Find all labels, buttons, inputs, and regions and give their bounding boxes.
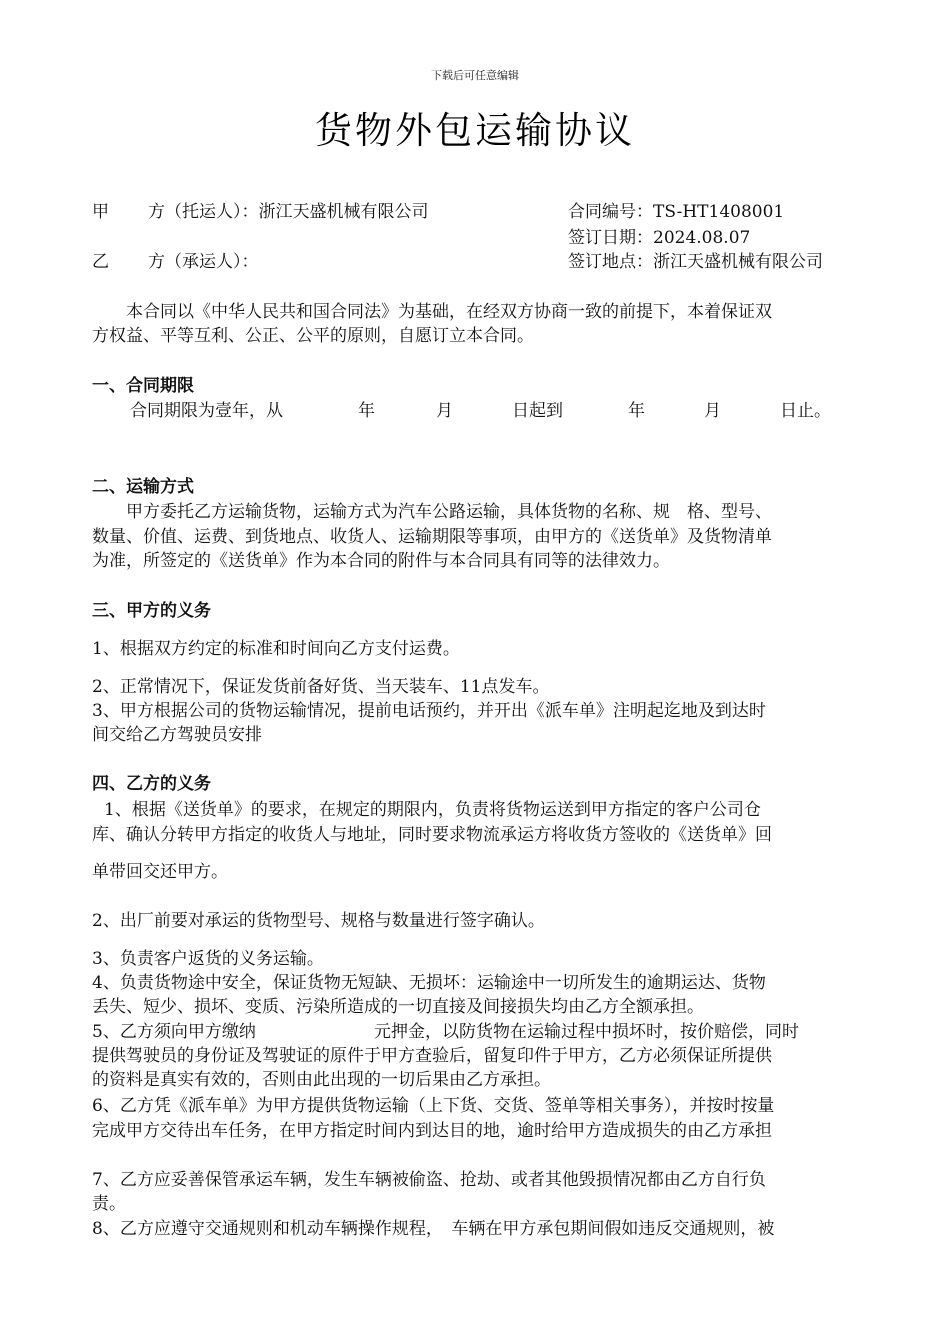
transport-line: 为准，所签定的《送货单》作为本合同的附件与本合同具有同等的法律效力。: [92, 551, 670, 571]
intro-line: 本合同以《中华人民共和国合同法》为基础，在经双方协商一致的前提下，本着保证双: [126, 302, 772, 322]
party-b-duty-item: 元押金，以防货物在运输过程中损坏时，按价赔偿，同时: [374, 1022, 799, 1042]
party-a-duty-item: 间交给乙方驾驶员安排: [92, 725, 262, 745]
party-b-value: 方（承运人）：: [148, 252, 259, 272]
section-heading-term: 一、合同期限: [92, 376, 194, 396]
party-b-duty-item: 库、确认分转甲方指定的收货人与地址，同时要求物流承运方将收货方签收的《送货单》回: [92, 825, 772, 845]
term-day-end: 日止。: [780, 401, 831, 421]
party-b-duty-item: 提供驾驶员的身份证及驾驶证的原件于甲方查验后，留复印件于甲方，乙方必须保证所提供: [92, 1046, 772, 1066]
party-b-duty-item: 2、出厂前要对承运的货物型号、规格与数量进行签字确认。: [92, 911, 545, 931]
transport-line: 甲方委托乙方运输货物，运输方式为汽车公路运输，具体货物的名称、规 格、型号、: [126, 502, 772, 522]
intro-line: 方权益、平等互利、公正、公平的原则，自愿订立本合同。: [92, 326, 534, 346]
party-b-duty-item: 完成甲方交待出车任务，在甲方指定时间内到达目的地，逾时给甲方造成损失的由乙方承担: [92, 1121, 772, 1141]
party-b-duty-item: 责。: [92, 1194, 126, 1214]
contract-number: 合同编号：TS-HT1408001: [568, 202, 785, 222]
document-title: 货物外包运输协议: [315, 109, 635, 152]
term-text: 合同期限为壹年，从: [130, 401, 283, 421]
party-b-duty-item: 1、根据《送货单》的要求，在规定的期限内，负责将货物运送到甲方指定的客户公司仓: [104, 800, 761, 820]
party-b-duty-item: 3、负责客户返货的义务运输。: [92, 949, 324, 969]
party-b-duty-item: 4、负责货物途中安全，保证货物无短缺、无损坏：运输途中一切所发生的逾期运达、货物: [92, 973, 766, 993]
party-a-duty-item: 3、甲方根据公司的货物运输情况，提前电话预约，并开出《派车单》注明起迄地及到达时: [92, 701, 766, 721]
section-heading-transport: 二、运输方式: [92, 477, 194, 497]
sign-place: 签订地点：浙江天盛机械有限公司: [568, 252, 823, 272]
party-b-duty-item: 5、乙方须向甲方缴纳: [92, 1022, 256, 1042]
term-day-start: 日起到: [512, 401, 563, 421]
party-b-label: 乙: [92, 252, 109, 272]
party-b-duty-item: 7、乙方应妥善保管承运车辆，发生车辆被偷盗、抢劫、或者其他毁损情况都由乙方自行负: [92, 1170, 766, 1190]
top-note: 下载后可任意编辑: [431, 69, 519, 82]
party-a-duty-item: 2、正常情况下，保证发货前备好货、当天装车、11点发车。: [92, 677, 550, 697]
term-month-end: 月: [704, 401, 721, 421]
party-a-label: 甲: [92, 202, 109, 222]
party-b-duty-item: 的资料是真实有效的，否则由此出现的一切后果由乙方承担。: [92, 1070, 551, 1090]
sign-date: 签订日期：2024.08.07: [568, 228, 751, 248]
term-year-start: 年: [358, 401, 375, 421]
term-year-end: 年: [628, 401, 645, 421]
section-heading-party-b-duties: 四、乙方的义务: [92, 774, 211, 794]
party-b-duty-item: 丢失、短少、损坏、变质、污染所造成的一切直接及间接损失均由乙方全额承担。: [92, 997, 704, 1017]
section-heading-party-a-duties: 三、甲方的义务: [92, 601, 211, 621]
party-b-duty-item: 6、乙方凭《派车单》为甲方提供货物运输（上下货、交货、签单等相关事务），并按时按量: [92, 1096, 775, 1116]
party-b-duty-item: 单带回交还甲方。: [92, 862, 228, 882]
party-a-duty-item: 1、根据双方约定的标准和时间向乙方支付运费。: [92, 639, 460, 659]
term-month-start: 月: [436, 401, 453, 421]
transport-line: 数量、价值、运费、到货地点、收货人、运输期限等事项，由甲方的《送货单》及货物清单: [92, 527, 772, 547]
party-a-value: 方（托运人）：浙江天盛机械有限公司: [148, 202, 429, 222]
party-b-duty-item: 8、乙方应遵守交通规则和机动车辆操作规程， 车辆在甲方承包期间假如违反交通规则，被: [92, 1219, 775, 1239]
